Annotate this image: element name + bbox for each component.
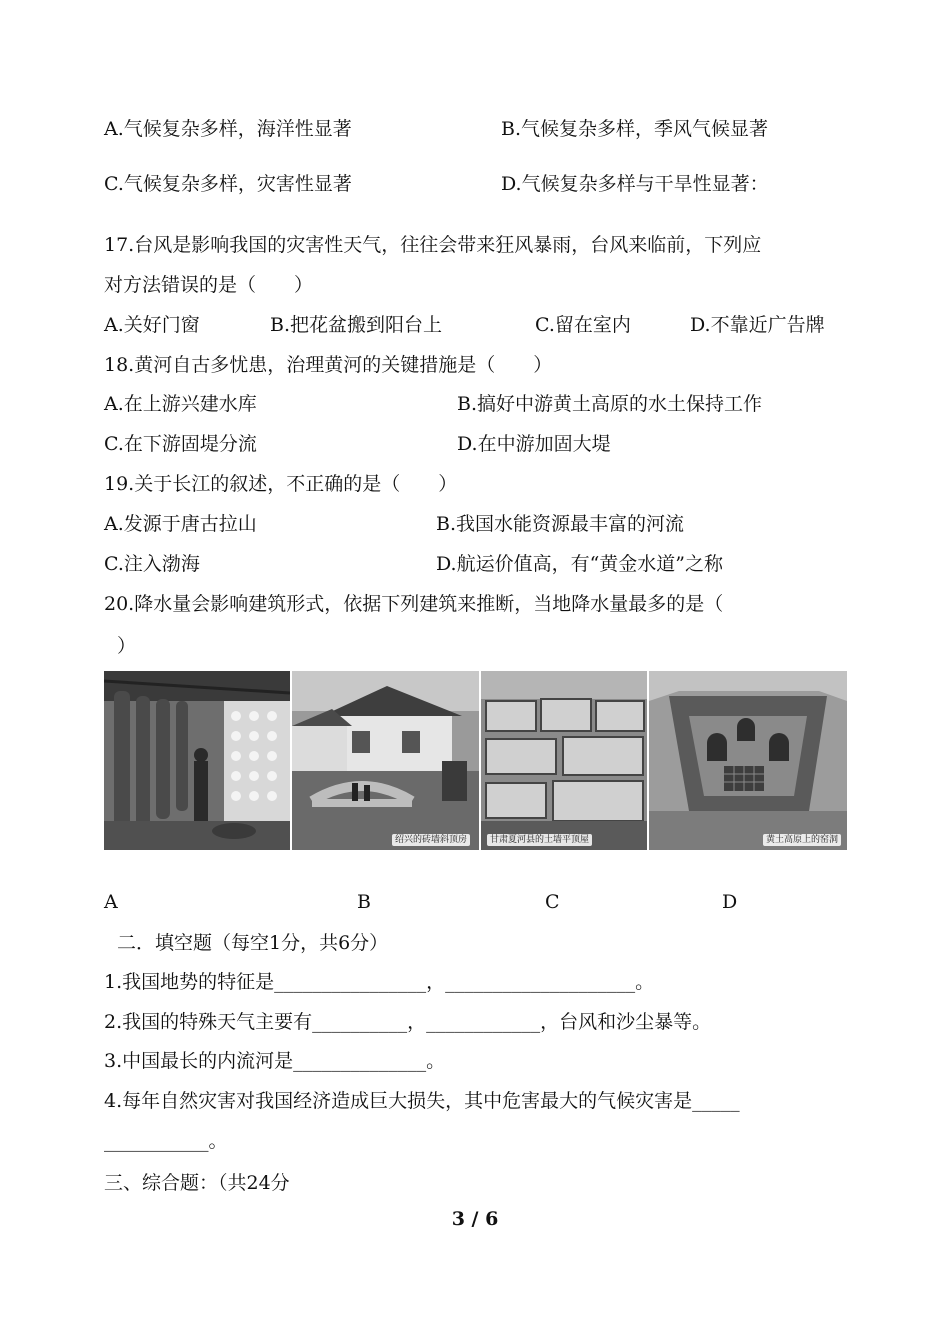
- q16-option-c: C.气候复杂多样，灾害性显著: [104, 173, 352, 195]
- building-photos-row: [104, 671, 850, 850]
- q18-option-c: C.在下游固堤分流: [104, 433, 257, 455]
- section2-heading: 二．填空题（每空1分，共6分）: [117, 932, 389, 954]
- fill-item-2: 2.我国的特殊天气主要有__________，____________，台风和沙尘暴等。: [104, 1011, 712, 1033]
- q17-option-d: D.不靠近广告牌: [690, 314, 825, 336]
- photo-c-building: [481, 671, 647, 850]
- q17-stem-line1: 17.台风是影响我国的灾害性天气，往往会带来狂风暴雨，台风来临前，下列应: [104, 234, 762, 256]
- fill-item-3: 3.中国最长的内流河是______________。: [104, 1050, 446, 1072]
- photo-d-building: [649, 671, 847, 850]
- q17-option-c: C.留在室内: [535, 314, 631, 336]
- photo-label-c: C: [545, 891, 560, 913]
- q16-option-a: A.气候复杂多样，海洋性显著: [104, 118, 352, 140]
- q19-option-c: C.注入渤海: [104, 553, 200, 575]
- photo-b-building: [292, 671, 479, 850]
- photo-label-b: B: [357, 891, 371, 913]
- q19-option-a: A.发源于唐古拉山: [104, 513, 257, 535]
- q18-option-d: D.在中游加固大堤: [457, 433, 611, 455]
- fill-item-1: 1.我国地势的特征是________________，____________________。: [104, 971, 655, 993]
- q18-stem: 18.黄河自古多忧患，治理黄河的关键措施是（ ）: [104, 354, 553, 376]
- q19-option-b: B.我国水能资源最丰富的河流: [436, 513, 685, 535]
- photo-label-a: A: [104, 891, 118, 913]
- q17-option-a: A.关好门窗: [104, 314, 200, 336]
- photo-c-caption: 甘肃夏河县的土墙平顶屋: [487, 834, 592, 846]
- q16-option-b: B.气候复杂多样，季风气候显著: [501, 118, 769, 140]
- q19-option-d: D.航运价值高，有“黄金水道”之称: [436, 553, 724, 575]
- photo-d-caption: 黄土高原上的窑洞: [763, 834, 841, 846]
- page-number: 3 / 6: [451, 1208, 499, 1230]
- photo-label-d: D: [722, 891, 738, 913]
- q17-option-b: B.把花盆搬到阳台上: [270, 314, 443, 336]
- q20-stem-line2: ）: [117, 635, 137, 657]
- section3-heading: 三、综合题：（共24分: [104, 1172, 290, 1194]
- q19-stem: 19.关于长江的叙述，不正确的是（ ）: [104, 473, 458, 495]
- fill-item-4-line1: 4.每年自然灾害对我国经济造成巨大损失，其中危害最大的气候灾害是_____: [104, 1090, 740, 1112]
- q17-stem-line2: 对方法错误的是（ ）: [104, 274, 314, 296]
- q18-option-a: A.在上游兴建水库: [104, 393, 257, 415]
- q16-option-d: D.气候复杂多样与干旱性显著：: [501, 173, 769, 195]
- photo-b-caption: 绍兴的砖墙斜顶房: [392, 834, 470, 846]
- fill-item-4-line2: ___________。: [104, 1130, 228, 1152]
- q20-stem-line1: 20.降水量会影响建筑形式，依据下列建筑来推断，当地降水量最多的是（: [104, 593, 724, 615]
- photo-a-building: [104, 671, 290, 850]
- q18-option-b: B.搞好中游黄土高原的水土保持工作: [457, 393, 763, 415]
